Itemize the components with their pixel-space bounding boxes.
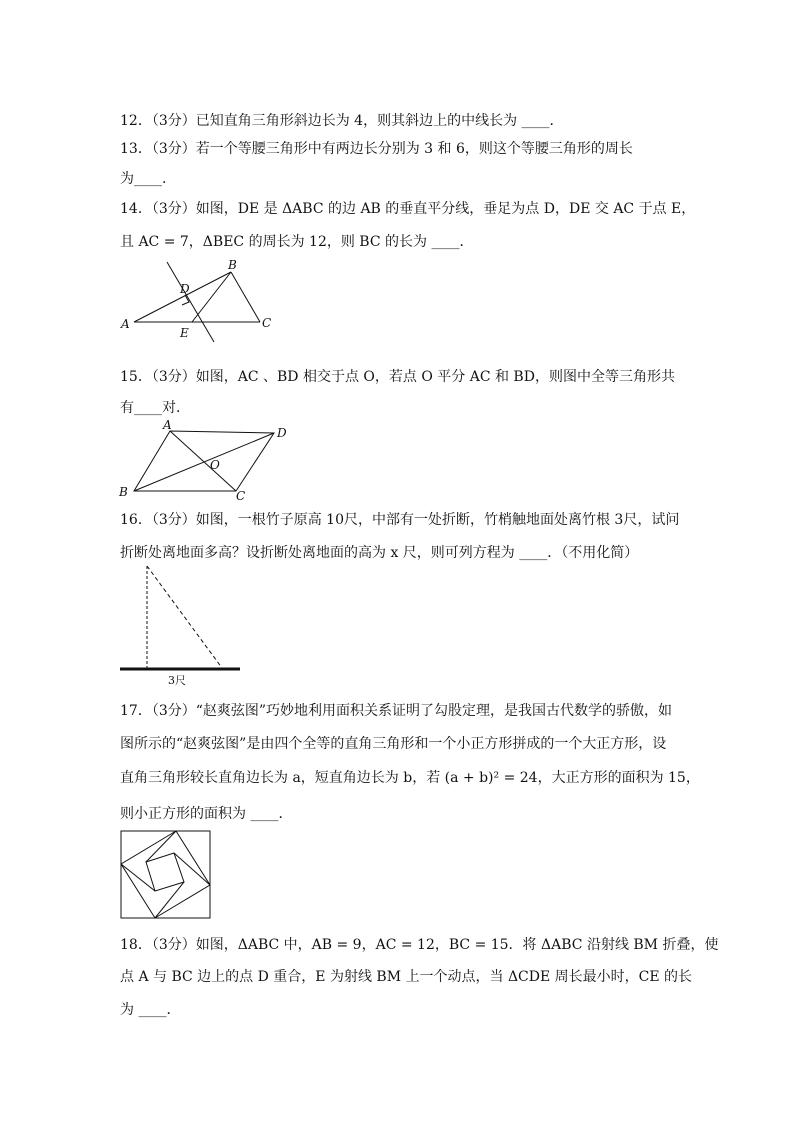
- fig17-leg-4: [121, 864, 155, 891]
- question-17-line-2: 图所示的“赵爽弦图”是由四个全等的直角三角形和一个小正方形拼成的一个大正方形，设: [120, 736, 667, 752]
- question-15-line-1: 15．（3分）如图，AC 、BD 相交于点 O，若点 O 平分 AC 和 BD，则图中全等三角形共: [120, 369, 675, 385]
- question-16-line-2: 折断处离地面多高？设折断处离地面的高为 x 尺，则可列方程为 ____．（不用化简）: [120, 545, 639, 561]
- question-16-line-1: 16．（3分）如图，一根竹子原高 10尺，中部有一处折断，竹梢触地面处离竹根 3尺，试问: [120, 512, 680, 528]
- figure-14-triangle: [118, 256, 278, 348]
- fig15-label-d: D: [277, 426, 287, 440]
- fig15-label-a: A: [163, 418, 172, 432]
- question-18-line-3: 为 ____．: [120, 1002, 181, 1018]
- fig16-broken-top: [147, 566, 222, 668]
- fig14-label-b: B: [228, 258, 237, 272]
- fig15-label-o: O: [210, 458, 220, 472]
- figure-15-parallelogram: [116, 417, 296, 505]
- fig14-label-e: E: [180, 326, 189, 340]
- question-17-line-4: 则小正方形的面积为 ____．: [120, 806, 293, 822]
- fig14-segment-bc: [231, 272, 260, 322]
- fig14-label-c: C: [262, 316, 272, 330]
- question-14-line-2: 且 AC = 7，ΔBEC 的周长为 12，则 BC 的长为 ____．: [120, 234, 474, 250]
- fig17-leg-3: [155, 882, 184, 918]
- fig14-label-a: A: [121, 317, 130, 331]
- fig15-diagonal-bd: [134, 433, 274, 491]
- question-13-line-1: 13．（3分）若一个等腰三角形中有两边长分别为 3 和 6，则这个等腰三角形的周长: [120, 141, 633, 157]
- fig14-segment-ab: [134, 272, 231, 322]
- fig15-label-c: C: [236, 489, 246, 503]
- fig15-label-b: B: [119, 485, 128, 499]
- fig14-label-d: D: [180, 282, 190, 296]
- question-18-line-2: 点 A 与 BC 边上的点 D 重合，E 为射线 BM 上一个动点，当 ΔCDE 周长最小时，CE 的长: [120, 969, 693, 985]
- question-13-line-2: 为____．: [120, 171, 176, 187]
- question-14-line-1: 14．（3分）如图，DE 是 ΔABC 的边 AB 的垂直平分线，垂足为点 D，DE 交 AC 于点 E，: [120, 201, 696, 217]
- question-17-line-1: 17．（3分）“赵爽弦图”巧妙地利用面积关系证明了勾股定理，是我国古代数学的骄傲，如: [120, 703, 673, 719]
- fig17-small-square: [146, 853, 184, 891]
- fig16-ground-label: 3尺: [168, 674, 186, 687]
- figure-16-bamboo: [118, 560, 244, 688]
- fig15-diagonal-ac: [170, 431, 236, 491]
- question-15-line-2: 有____对．: [120, 400, 190, 416]
- figure-17-zhao-shuang-diagram: [118, 828, 214, 922]
- question-18-line-1: 18．（3分）如图，ΔABC 中，AB = 9，AC = 12，BC = 15．将 ΔABC 沿射线 BM 折叠，使: [120, 937, 719, 953]
- fig14-perpendicular-bisector: [167, 262, 214, 342]
- question-17-line-3: 直角三角形较长直角边长为 a，短直角边长为 b，若 (a + b)² = 24，大正方形的面积为 15，: [120, 770, 700, 786]
- question-12-line-1: 12．（3分）已知直角三角形斜边长为 4，则其斜边上的中线长为 ____．: [120, 113, 564, 129]
